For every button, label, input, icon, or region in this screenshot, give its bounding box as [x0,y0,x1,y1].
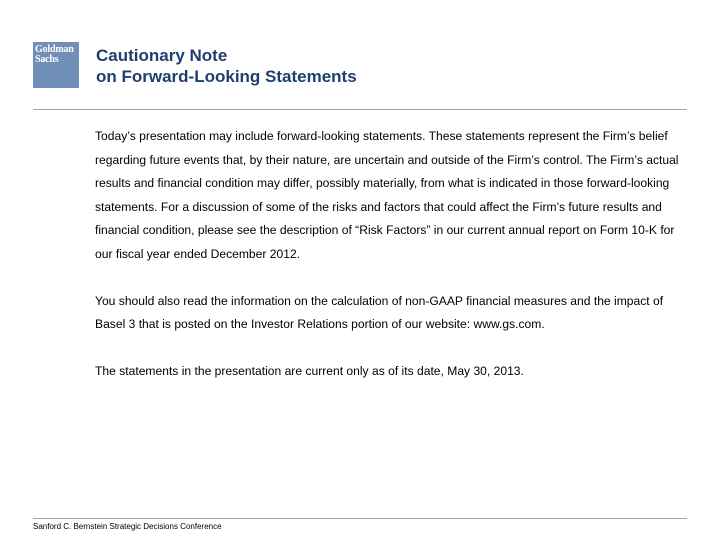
page-title [96,45,357,87]
goldman-sachs-logo [33,42,79,88]
header-divider [33,109,687,110]
body-text [95,125,695,407]
title-line-1: Cautionary Note [96,46,228,65]
logo-line-1: Goldman [35,44,74,55]
footer-divider [33,518,687,519]
paragraph-forward-looking: Today’s presentation may include forward-looking statements. These statements represent the Firm’s belief regarding future events that, by their nature, are uncertain and outside of the Firm’s control. The Firm’s actual results and financial condition may differ, possibly materially, from what is indicated in those forward-looking statements. For a discussion of some of the risks and factors that could affect the Firm’s future results and financial condition, please see the description of “Risk Factors” in our current annual report on Form 10-K for our fiscal year ended December 2012. [95,129,679,261]
footer-text: Sanford C. Bernstein Strategic Decisions Conference [33,522,222,531]
paragraph-current-date: The statements in the presentation are current only as of its date, May 30, 2013. [95,364,524,378]
title-line-2: on Forward-Looking Statements [96,67,357,86]
logo-line-2: Sachs [35,54,59,65]
paragraph-non-gaap: You should also read the information on the calculation of non-GAAP financial measures and the impact of Basel 3 that is posted on the Investor Relations portion of our website: www.gs.com. [95,293,664,331]
